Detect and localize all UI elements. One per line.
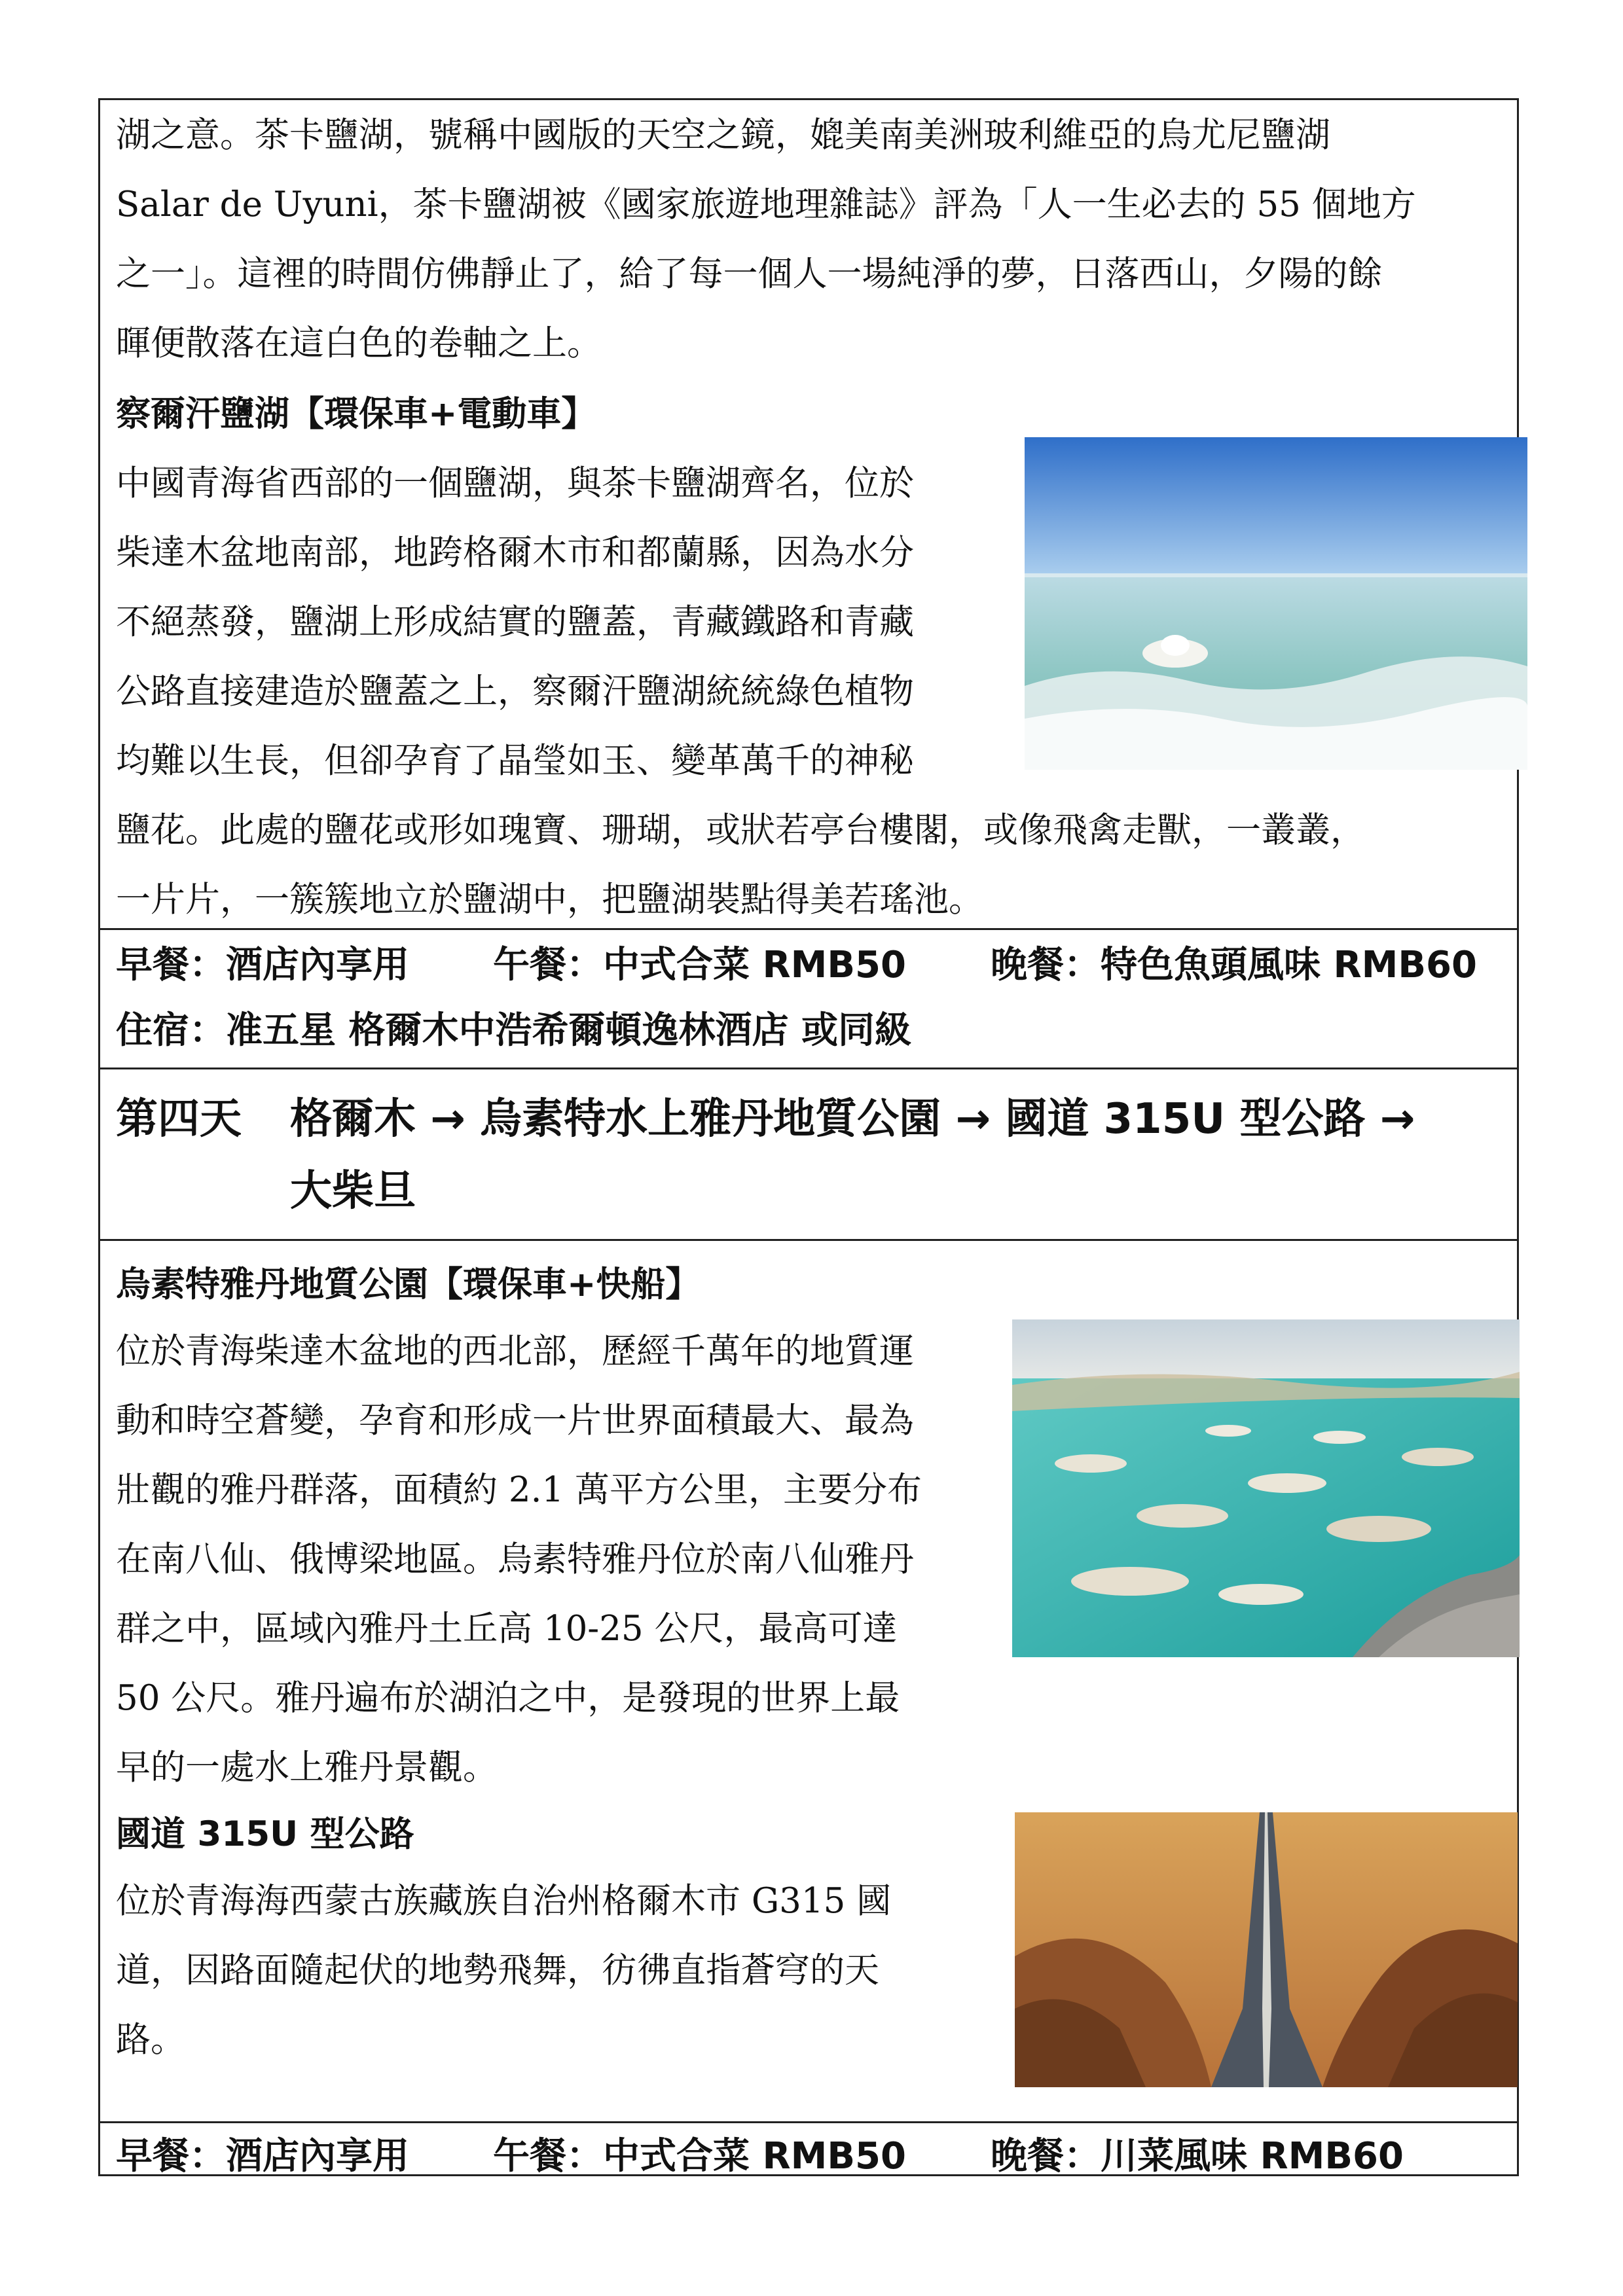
paragraph-line: 一片片，一簇簇地立於鹽湖中，把鹽湖裝點得美若瑤池。 xyxy=(116,880,983,920)
yardang-lake-photo xyxy=(1012,1319,1520,1657)
paragraph-line: 道，因路面隨起伏的地勢飛舞，彷彿直指蒼穹的天 xyxy=(116,1950,879,1990)
dinner-info: 晚餐：川菜風味 RMB60 xyxy=(991,2135,1404,2178)
hotel-info: 住宿：准五星 格爾木中浩希爾頓逸林酒店 或同級 xyxy=(116,1009,911,1052)
day-route: 格爾木 → 烏素特水上雅丹地質公園 → 國道 315U 型公路 → xyxy=(290,1095,1415,1143)
section-heading-qarhan: 察爾汗鹽湖【環保車+電動車】 xyxy=(116,394,596,434)
lunch-info: 午餐：中式合菜 RMB50 xyxy=(493,944,906,986)
day-route-cont: 大柴旦 xyxy=(290,1167,416,1215)
itinerary-table xyxy=(98,98,1519,2176)
paragraph-line: Salar de Uyuni，茶卡鹽湖被《國家旅遊地理雜誌》評為「人一生必去的 55 個地方 xyxy=(116,185,1416,224)
section-heading-wusute: 烏素特雅丹地質公園【環保車+快船】 xyxy=(116,1265,701,1304)
paragraph-line: 均難以生長，但卻孕育了晶瑩如玉、變革萬千的神秘 xyxy=(116,741,914,781)
lunch-info: 午餐：中式合菜 RMB50 xyxy=(493,2135,906,2178)
divider xyxy=(100,928,1517,930)
paragraph-line: 公路直接建造於鹽蓋之上，察爾汗鹽湖統統綠色植物 xyxy=(116,672,914,711)
paragraph-line: 暉便散落在這白色的卷軸之上。 xyxy=(116,323,602,363)
day-label: 第四天 xyxy=(116,1095,242,1143)
paragraph-line: 路。 xyxy=(116,2020,185,2060)
paragraph-line: 50 公尺。雅丹遍布於湖泊之中，是發現的世界上最 xyxy=(116,1678,900,1718)
divider xyxy=(100,1239,1517,1241)
paragraph-line: 動和時空蒼變，孕育和形成一片世界面積最大、最為 xyxy=(116,1401,914,1441)
breakfast-info: 早餐：酒店內享用 xyxy=(116,2135,409,2178)
paragraph-line: 早的一處水上雅丹景觀。 xyxy=(116,1748,498,1787)
paragraph-line: 位於青海海西蒙古族藏族自治州格爾木市 G315 國 xyxy=(116,1881,892,1921)
paragraph-line: 不絕蒸發，鹽湖上形成結實的鹽蓋，青藏鐵路和青藏 xyxy=(116,602,914,642)
paragraph-line: 壯觀的雅丹群落，面積約 2.1 萬平方公里，主要分布 xyxy=(116,1470,922,1510)
paragraph-line: 鹽花。此處的鹽花或形如瑰寶、珊瑚，或狀若亭台樓閣，或像飛禽走獸，一叢叢， xyxy=(116,810,1365,850)
dinner-info: 晚餐：特色魚頭風味 RMB60 xyxy=(991,944,1477,986)
paragraph-line: 位於青海柴達木盆地的西北部，歷經千萬年的地質運 xyxy=(116,1331,914,1371)
divider xyxy=(100,2121,1517,2123)
divider xyxy=(100,1067,1517,1069)
u-shaped-road-photo xyxy=(1015,1812,1518,2087)
salt-lake-photo xyxy=(1025,437,1527,770)
paragraph-line: 在南八仙、俄博梁地區。烏素特雅丹位於南八仙雅丹 xyxy=(116,1539,914,1579)
paragraph-line: 之一」。這裡的時間仿佛靜止了，給了每一個人一場純淨的夢，日落西山，夕陽的餘 xyxy=(116,254,1383,294)
paragraph-line: 柴達木盆地南部，地跨格爾木市和都蘭縣，因為水分 xyxy=(116,533,914,573)
breakfast-info: 早餐：酒店內享用 xyxy=(116,944,409,986)
section-heading-g315: 國道 315U 型公路 xyxy=(116,1814,414,1854)
paragraph-line: 群之中，區域內雅丹土丘高 10-25 公尺，最高可達 xyxy=(116,1609,898,1649)
paragraph-line: 中國青海省西部的一個鹽湖，與茶卡鹽湖齊名，位於 xyxy=(116,463,914,503)
paragraph-line: 湖之意。茶卡鹽湖，號稱中國版的天空之鏡，媲美南美洲玻利維亞的烏尤尼鹽湖 xyxy=(116,115,1330,155)
